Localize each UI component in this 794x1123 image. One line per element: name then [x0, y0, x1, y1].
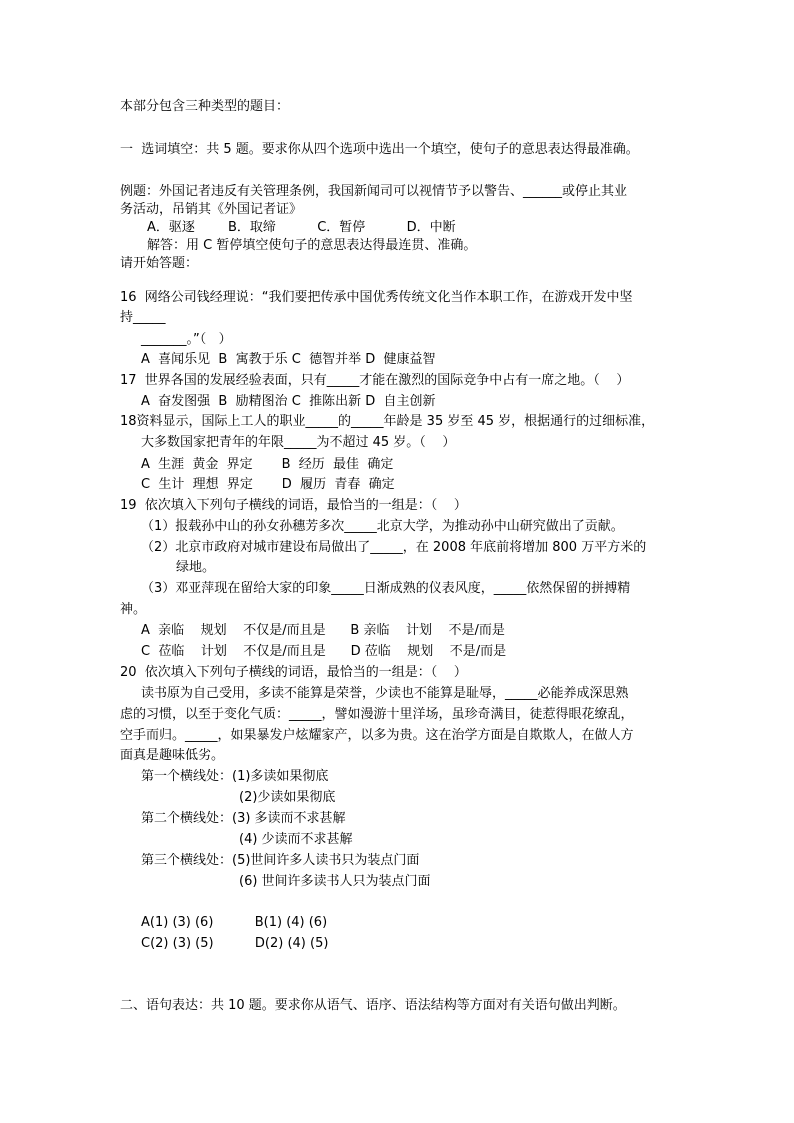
q20-blank1-option1: 第一个横线处：(1)多读如果彻底 — [141, 769, 329, 784]
q20-blank2-option3: 第二个横线处：(3) 多读而不求甚解 — [141, 811, 346, 826]
section1-heading: 一 选词填空：共 5 题。要求你从四个选项中选出一个填空，使句子的意思表达得最准确。 — [120, 142, 639, 157]
q19-sentence3b: 神。 — [120, 602, 147, 617]
q20-passage-line4: 面真是趣味低劣。 — [120, 748, 225, 763]
q20-blank3-option5: 第三个横线处：(5)世间许多人读书只为装点门面 — [141, 853, 420, 868]
q19-sentence3a: （3）邓亚萍现在留给大家的印象_____日渐成熟的仪表风度，_____依然保留的拼搏精 — [141, 581, 631, 596]
q19-options-ab: A 亲临 规划 不仅是/而且是 B 亲临 计划 不是/而是 — [141, 623, 505, 638]
q19-options-cd: C 莅临 计划 不仅是/而且是 D 莅临 规划 不是/而是 — [141, 644, 507, 659]
q20-blank3-option6: (6) 世间许多读书人只为装点门面 — [239, 874, 431, 889]
example-answer: 解答：用 C 暂停填空使句子的意思表达得最连贯、准确。 — [147, 238, 477, 253]
section2-heading: 二、语句表达：共 10 题。要求你从语气、语序、语法结构等方面对有关语句做出判断。 — [120, 998, 626, 1013]
q20-passage-line1: 读书原为自己受用，多读不能算是荣誉，少读也不能算是耻辱，_____必能养成深思熟 — [141, 686, 629, 701]
q20-passage-line2: 虑的习惯，以至于变化气质：_____，譬如漫游十里洋场，虽珍奇满目，徒惹得眼花缭乱， — [120, 707, 634, 722]
q20-options-ab: A(1) (3) (6) B(1) (4) (6) — [141, 915, 328, 930]
q16-line2: 持_____ — [120, 310, 166, 325]
q20-options-cd: C(2) (3) (5) D(2) (4) (5) — [141, 936, 329, 951]
q16-options: A 喜闻乐见 B 寓教于乐 C 德智并举 D 健康益智 — [141, 352, 436, 367]
intro-text: 本部分包含三种类型的题目： — [120, 99, 290, 114]
q18-line2: 大多数国家把青年的年限_____为不超过 45 岁。（ ） — [141, 435, 456, 450]
example-question-line2: 务活动，吊销其《外国记者证》 — [120, 202, 303, 217]
q19-sentence2a: （2）北京市政府对城市建设布局做出了_____，在 2008 年底前将增加 800 万平方米的 — [141, 540, 647, 555]
q18-options-ab: A 生涯 黄金 界定 B 经历 最佳 确定 — [141, 457, 394, 472]
q19-line1: 19 依次填入下列句子横线的词语，最恰当的一组是：（ ） — [120, 498, 467, 513]
q20-blank2-option4: (4) 少读而不求甚解 — [239, 832, 353, 847]
q17-options: A 奋发图强 B 励精图治 C 推陈出新 D 自主创新 — [141, 394, 436, 409]
q20-passage-line3: 空手而归。_____，如果暴发户炫耀家产，以多为贵。这在治学方面是自欺欺人，在做人方 — [120, 728, 634, 743]
example-options: A．驱逐 B．取缔 C．暂停 D．中断 — [147, 220, 456, 235]
example-question-line1: 例题：外国记者违反有关管理条例，我国新闻司可以视情节予以警告、______或停止其业 — [120, 184, 628, 199]
q18-line1: 18资料显示，国际上工人的职业_____的_____年龄是 35 岁至 45 岁，根据通行的过细标准， — [120, 414, 655, 429]
q17-line1: 17 世界各国的发展经验表面，只有_____才能在激烈的国际竞争中占有一席之地。（ ） — [120, 373, 630, 388]
q16-line1: 16 网络公司钱经理说：“我们要把传承中国优秀传统文化当作本职工作，在游戏开发中坚 — [120, 290, 633, 305]
start-prompt: 请开始答题： — [120, 256, 199, 271]
q18-options-cd: C 生计 理想 界定 D 履历 青春 确定 — [141, 477, 395, 492]
q20-line1: 20 依次填入下列句子横线的词语，最恰当的一组是：（ ） — [120, 665, 467, 680]
q19-sentence1: （1）报载孙中山的孙女孙穗芳多次_____北京大学，为推动孙中山研究做出了贡献。 — [141, 519, 624, 534]
q16-line3: _______。”（ ） — [141, 332, 232, 347]
q20-blank1-option2: (2)少读如果彻底 — [239, 790, 336, 805]
q19-sentence2b: 绿地。 — [176, 560, 216, 575]
